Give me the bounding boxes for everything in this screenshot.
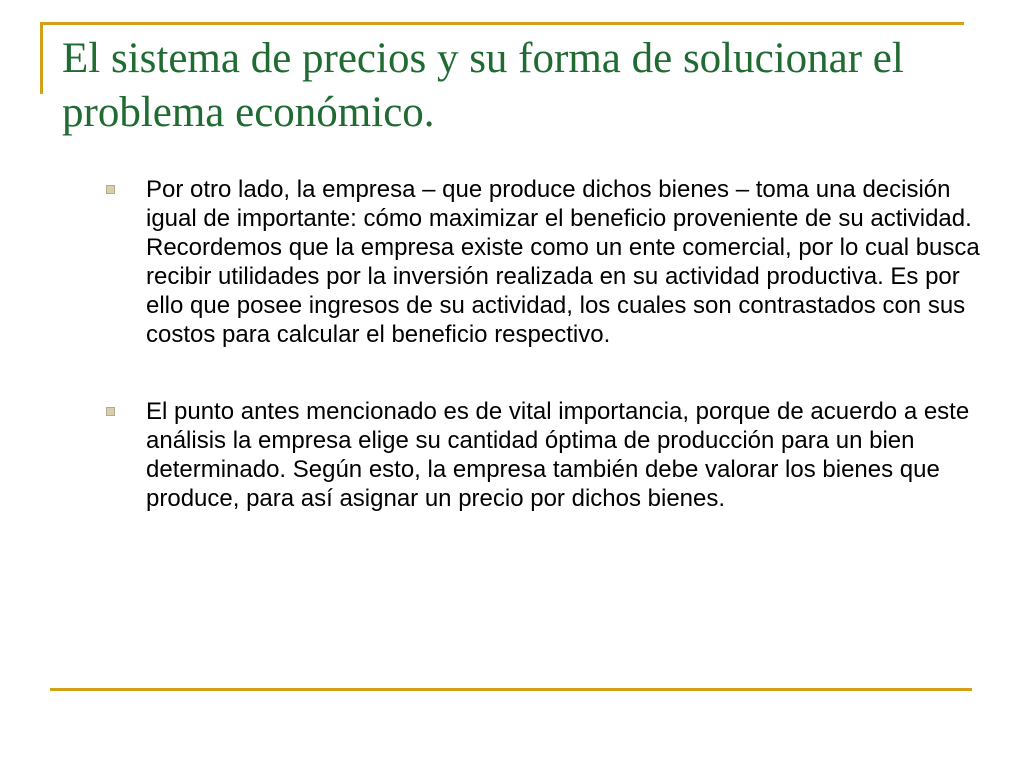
bullet-item — [100, 175, 980, 349]
bottom-accent-rule — [50, 688, 972, 691]
top-accent-rule — [40, 22, 964, 25]
bullet-text: Por otro lado, la empresa – que produce dichos bienes – toma una decisión igual de importante: cómo maximizar el beneficio proveniente de su actividad. Recordemos que la empresa existe como un ente comercial, por lo cual busca recibir utilidades por la inversión realizada en su actividad productiva. Es por ello que posee ingresos de su actividad, los cuales son contrastados con sus costos para calcular el beneficio respectivo. — [146, 176, 980, 348]
slide-title: El sistema de precios y su forma de solucionar el problema económico. — [62, 35, 904, 136]
bullet-list — [100, 175, 980, 513]
square-bullet-icon — [106, 185, 115, 194]
bullet-text: El punto antes mencionado es de vital importancia, porque de acuerdo a este análisis la empresa elige su cantidad óptima de producción para un bien determinado. Según esto, la empresa también debe valorar los bienes que produce, para así asignar un precio por dichos bienes. — [146, 398, 970, 512]
bullet-item — [100, 397, 980, 513]
square-bullet-icon — [106, 407, 115, 416]
left-accent-rule — [40, 22, 43, 94]
